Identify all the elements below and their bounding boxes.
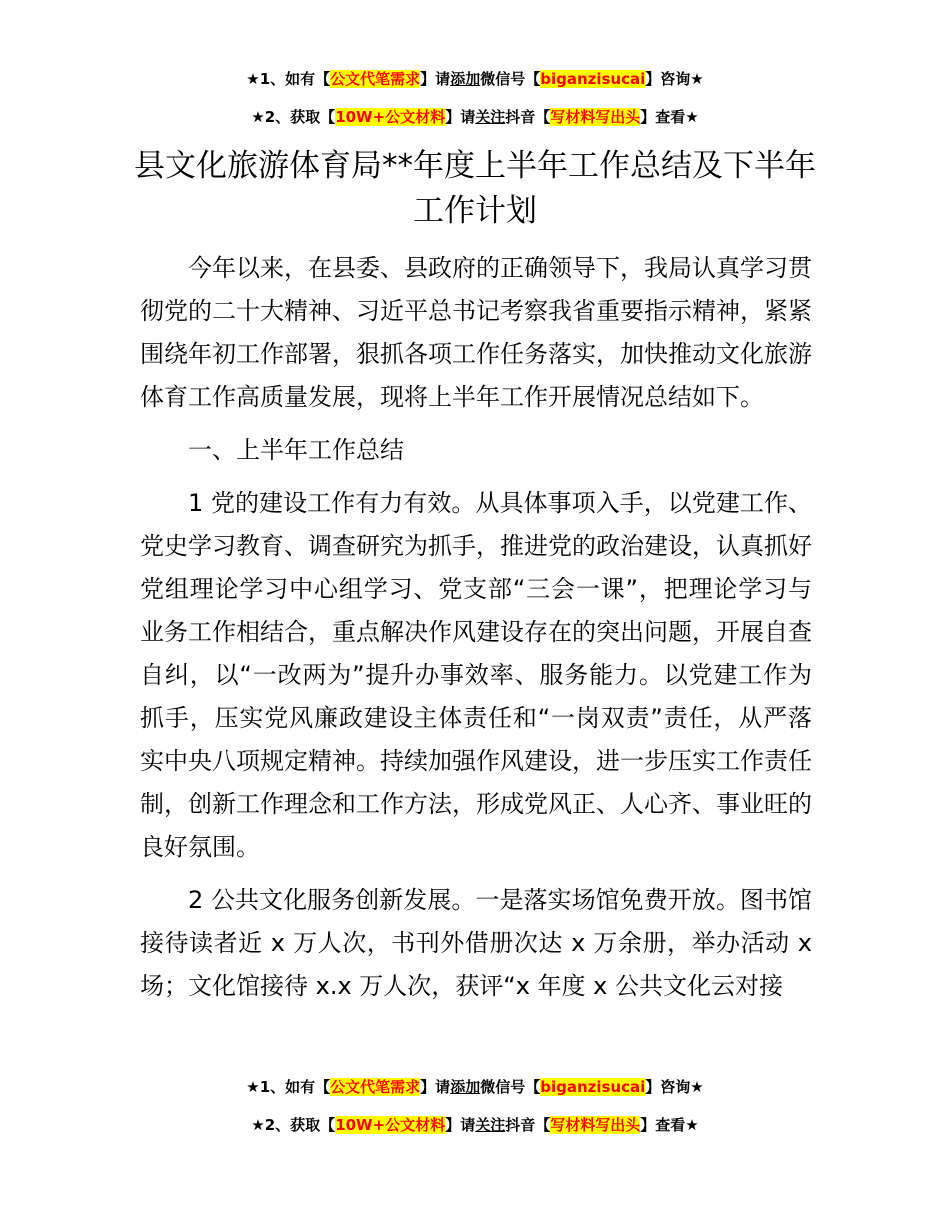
- promo-highlight: 公文代笔需求: [330, 70, 421, 88]
- paragraph-public-culture: 2 公共文化服务创新发展。一是落实场馆免费开放。图书馆接待读者近 x 万人次，书刊外借册次达 x 万余册，举办活动 x 场；文化馆接待 x.x 万人次，获评“x 年度 x 公共文化云对接: [140, 886, 812, 1000]
- promo-text: 】查看★: [640, 108, 699, 126]
- promo-text: 抖音【: [505, 108, 551, 126]
- promo-text: 】请: [420, 1078, 451, 1096]
- promo-text: 抖音【: [505, 1116, 551, 1134]
- paragraph-party-building: 1 党的建设工作有力有效。从具体事项入手，以党建工作、党史学习教育、调查研究为抓手，推进党的政治建设，认真抓好党组理论学习中心组学习、党支部“三会一课”，把理论学习与业务工作相结合，重点解决作风建设存在的突出问题，开展自查自纠，以“一改两为”提升办事效率、服务能力。以党建工作为抓手，压实党风廉政建设主体责任和“一岗双责”责任，从严落实中央八项规定精神。持续加强作风建设，进一步压实工作责任制，创新工作理念和工作方法，形成党风正、人心齐、事业旺的良好氛围。: [140, 489, 812, 861]
- promo-text: ★1、如有【: [246, 1078, 331, 1096]
- promo-text: 微信号【: [480, 70, 541, 88]
- promo-highlight: 10W+公文材料: [335, 108, 446, 126]
- section-heading: 一、上半年工作总结: [188, 436, 404, 464]
- promo-text: ★2、获取【: [251, 108, 336, 126]
- promo-highlight: 写材料写出头: [550, 1116, 641, 1134]
- document-body: [140, 247, 812, 1018]
- promo-text: ★1、如有【: [246, 70, 331, 88]
- promo-text: 】请: [420, 70, 451, 88]
- promo-text: 】请: [445, 1116, 476, 1134]
- promo-underlined: 添加: [450, 70, 481, 88]
- paragraph-intro: 今年以来，在县委、县政府的正确领导下，我局认真学习贯彻党的二十大精神、习近平总书记考察我省重要指示精神，紧紧围绕年初工作部署，狠抓各项工作任务落实，加快推动文化旅游体育工作高质量发展，现将上半年工作开展情况总结如下。: [140, 254, 812, 411]
- footer-promo-line-2: [0, 1114, 950, 1136]
- promo-text: 】查看★: [640, 1116, 699, 1134]
- header-promo-line-2: [0, 106, 950, 128]
- document-title: 县文化旅游体育局**年度上半年工作总结及下半年工作计划: [134, 148, 816, 229]
- promo-underlined: 关注: [475, 108, 506, 126]
- promo-highlight: 10W+公文材料: [335, 1116, 446, 1134]
- promo-text: 】请: [445, 108, 476, 126]
- promo-highlight: 写材料写出头: [550, 108, 641, 126]
- promo-underlined: 添加: [450, 1078, 481, 1096]
- promo-text: 】咨询★: [645, 1078, 704, 1096]
- promo-text: 微信号【: [480, 1078, 541, 1096]
- promo-underlined: 关注: [475, 1116, 506, 1134]
- promo-highlight: 公文代笔需求: [330, 1078, 421, 1096]
- header-promo-line-1: [0, 68, 950, 90]
- promo-highlight: biganzisucai: [540, 1078, 646, 1096]
- promo-text: 】咨询★: [645, 70, 704, 88]
- promo-text: ★2、获取【: [251, 1116, 336, 1134]
- promo-highlight: biganzisucai: [540, 70, 646, 88]
- footer-promo-line-1: [0, 1076, 950, 1098]
